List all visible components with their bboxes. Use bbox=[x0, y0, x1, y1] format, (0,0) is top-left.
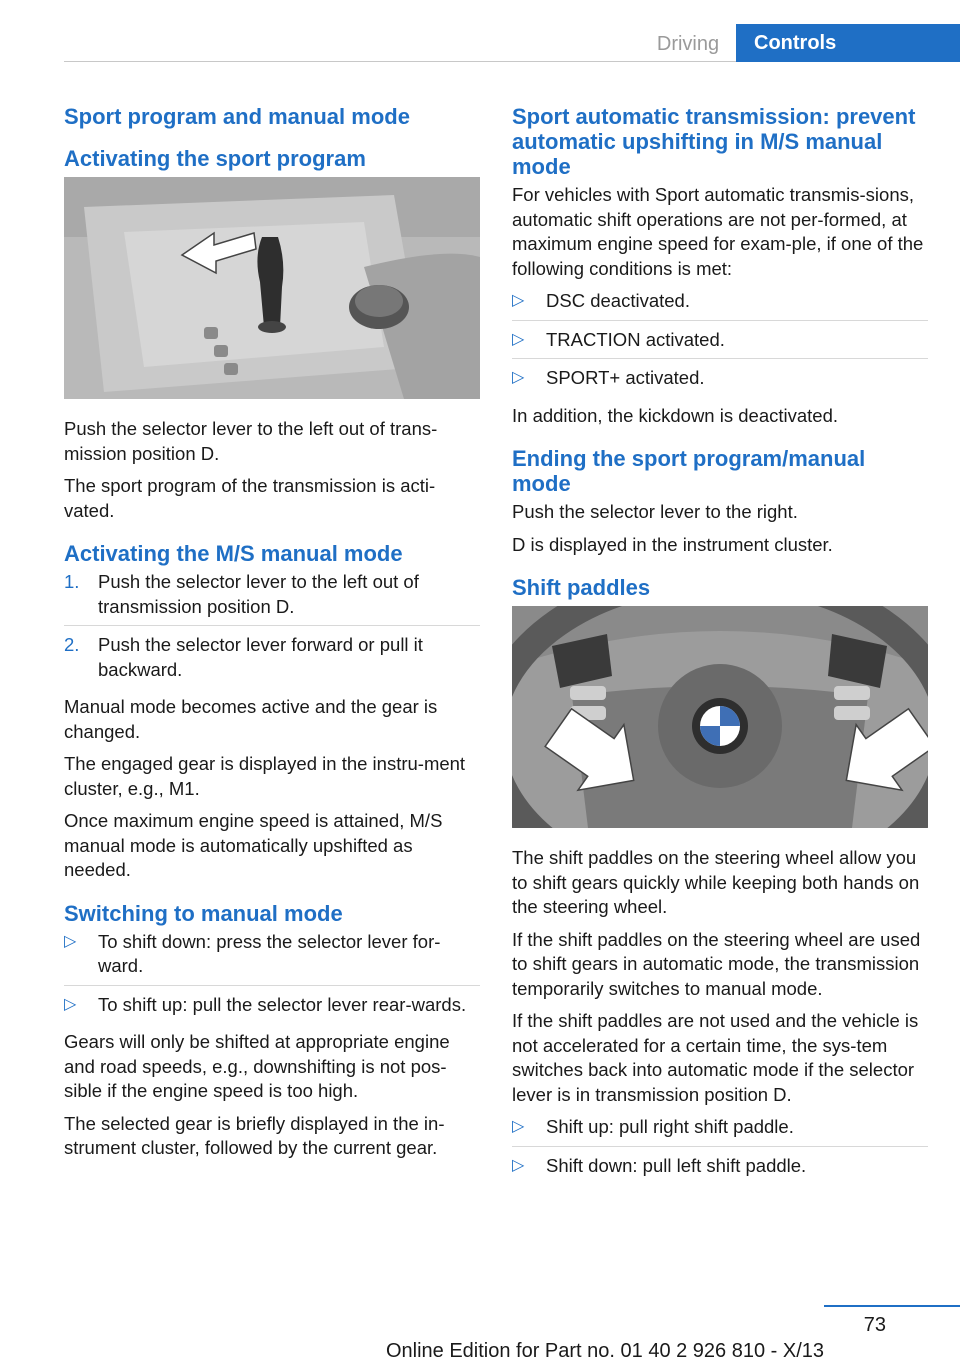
list-item bbox=[64, 930, 480, 986]
list-item-text: To shift up: pull the selector lever rear-wards. bbox=[98, 993, 467, 1015]
paragraph: Gears will only be shifted at appropriate engine and road speeds, e.g., downshifting is not pos-sible if the engine speed is too high. bbox=[64, 1031, 450, 1101]
ms-steps-list bbox=[64, 570, 480, 688]
paddles-list bbox=[512, 1115, 928, 1184]
paragraph: Manual mode becomes active and the gear is changed. bbox=[64, 696, 438, 742]
paragraph: Push the selector lever to the right. bbox=[512, 501, 798, 522]
list-item bbox=[64, 633, 480, 688]
step-number: 1. bbox=[64, 571, 80, 592]
list-item bbox=[512, 289, 928, 321]
step-number: 2. bbox=[64, 634, 80, 655]
triangle-bullet-icon: ▷ bbox=[512, 369, 525, 386]
sport-paragraphs bbox=[64, 417, 480, 523]
list-item-text: Push the selector lever forward or pull it backward. bbox=[98, 634, 423, 680]
section-title: Sport program and manual mode bbox=[64, 104, 410, 129]
paragraph: In addition, the kickdown is deactivated. bbox=[512, 404, 838, 426]
heading-activate-sport: Activating the sport program bbox=[64, 146, 366, 171]
triangle-bullet-icon: ▷ bbox=[64, 932, 77, 950]
page-number-rule bbox=[824, 1305, 960, 1307]
list-item bbox=[512, 366, 928, 397]
left-column bbox=[64, 100, 480, 1169]
triangle-bullet-icon: ▷ bbox=[64, 995, 77, 1013]
triangle-bullet-icon: ▷ bbox=[512, 330, 525, 348]
paragraph: The selected gear is briefly displayed in the in-strument cluster, followed by the current gear. bbox=[64, 1112, 445, 1158]
steering-wheel-figure bbox=[512, 606, 928, 828]
list-item-text: To shift down: press the selector lever for-ward. bbox=[98, 930, 441, 976]
header-chapter-tab: Controls bbox=[736, 24, 960, 62]
heading-switch-manual: Switching to manual mode bbox=[64, 900, 343, 926]
heading-ending-sport: Ending the sport program/manual mode bbox=[512, 446, 866, 496]
heading-activate-ms: Activating the M/S manual mode bbox=[64, 541, 403, 566]
list-item-text: Shift down: pull left shift paddle. bbox=[546, 1154, 807, 1176]
heading-shift-paddles: Shift paddles bbox=[512, 575, 651, 600]
paragraph: D is displayed in the instrument cluster. bbox=[512, 533, 833, 555]
triangle-bullet-icon: ▷ bbox=[512, 1156, 525, 1174]
paragraph: Push the selector lever to the left out of trans-mission position D. bbox=[64, 418, 438, 464]
list-item bbox=[512, 1115, 928, 1147]
paragraph: If the shift paddles on the steering wheel are used to shift gears in automatic mode, the transmission temporarily switches to manual mode. bbox=[512, 928, 921, 999]
triangle-bullet-icon: ▷ bbox=[512, 292, 525, 309]
list-item-text: SPORT+ activated. bbox=[546, 367, 705, 388]
paragraph: The engaged gear is displayed in the instru-ment cluster, e.g., M1. bbox=[64, 753, 466, 799]
triangle-bullet-icon: ▷ bbox=[512, 1118, 525, 1135]
heading-prevent-upshift: Sport automatic transmission: prevent automatic upshifting in M/S manual mode bbox=[512, 104, 916, 179]
list-item-text: Push the selector lever to the left out of transmission position D. bbox=[98, 571, 419, 617]
paragraph: If the shift paddles are not used and the vehicle is not accelerated for a certain time, the sys-tem switches back into automatic mode if the selector lever is in transmission position D. bbox=[512, 1010, 919, 1105]
paragraph: The shift paddles on the steering wheel allow you to shift gears quickly while keeping both hands on the steering wheel. bbox=[512, 847, 920, 917]
paragraph: Once maximum engine speed is attained, M/S manual mode is automatically upshifted as needed. bbox=[64, 810, 443, 880]
footer-text: Online Edition for Part no. 01 40 2 926 810 - X/13 bbox=[385, 1340, 825, 1362]
list-item bbox=[64, 570, 480, 626]
list-item bbox=[512, 328, 928, 360]
paragraph: For vehicles with Sport automatic transmis-sions, automatic shift operations are not per-formed, at maximum engine speed for exam-ple, if one of the following conditions is met: bbox=[512, 184, 924, 279]
page-number: 73 bbox=[863, 1314, 886, 1336]
header-section: Driving bbox=[656, 33, 720, 55]
conditions-list bbox=[512, 289, 928, 397]
footer-edition bbox=[0, 1340, 960, 1363]
list-item-text: DSC deactivated. bbox=[546, 290, 690, 311]
list-item bbox=[64, 993, 480, 1024]
paragraph: The sport program of the transmission is acti-vated. bbox=[64, 475, 436, 521]
list-item bbox=[512, 1154, 928, 1185]
list-item-text: Shift up: pull right shift paddle. bbox=[546, 1116, 794, 1137]
switch-list bbox=[64, 930, 480, 1024]
list-item-text: TRACTION activated. bbox=[546, 328, 725, 350]
selector-lever-figure bbox=[64, 177, 480, 399]
right-column bbox=[512, 100, 928, 1191]
